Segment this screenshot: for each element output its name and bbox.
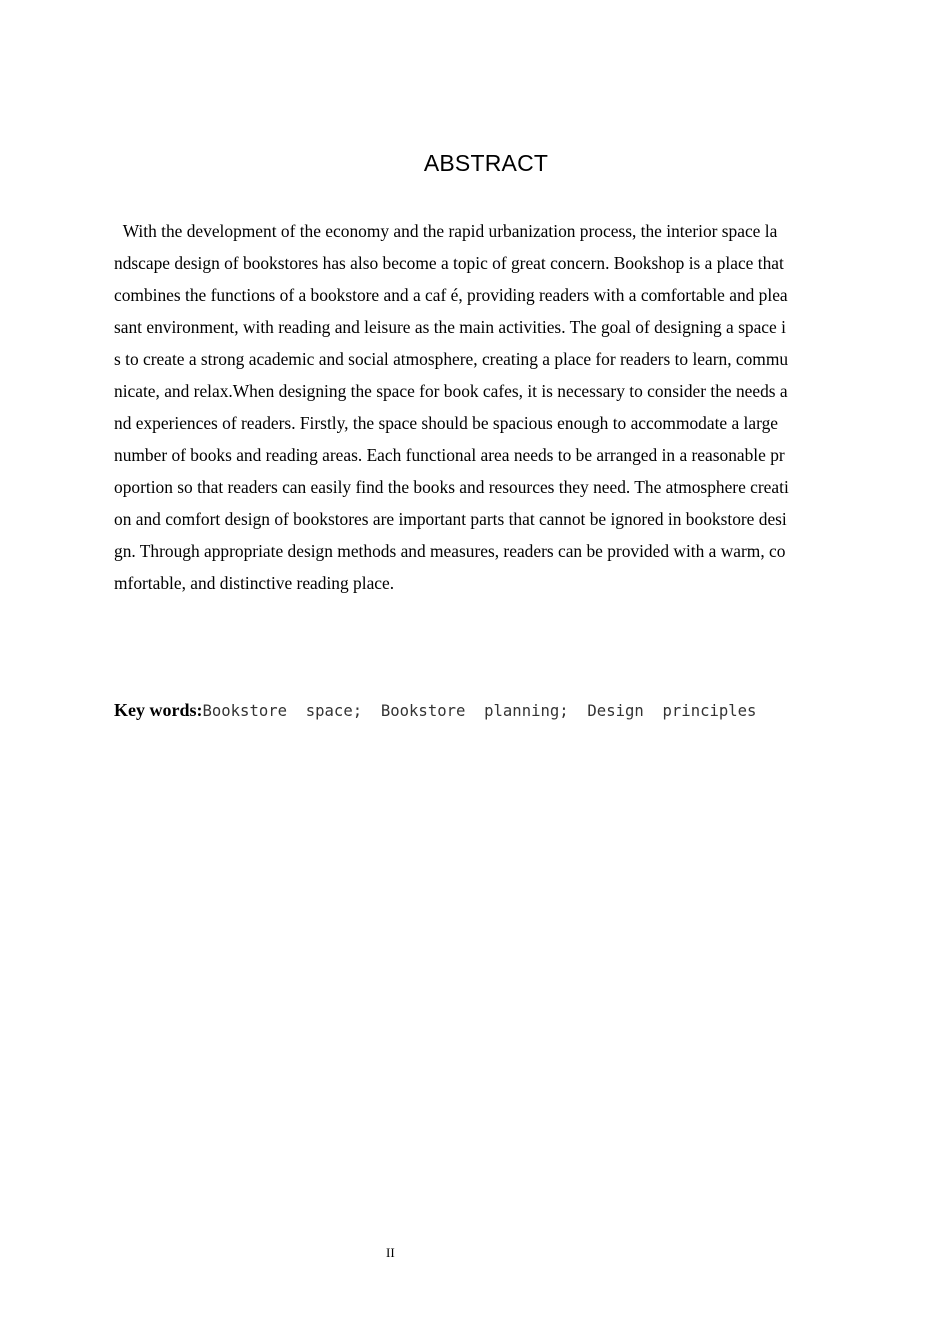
abstract-line-8: number of books and reading areas. Each functional area needs to be arranged in a reasonable pr: [114, 445, 785, 465]
abstract-line-9: oportion so that readers can easily find the books and resources they need. The atmosphere creati: [114, 477, 789, 497]
abstract-body: [114, 218, 874, 602]
abstract-line-5: s to create a strong academic and social atmosphere, creating a place for readers to learn, commu: [114, 349, 789, 369]
keywords-line: [114, 697, 756, 725]
abstract-line-11: gn. Through appropriate design methods and measures, readers can be provided with a warm, co: [114, 541, 786, 561]
abstract-line-10: on and comfort design of bookstores are important parts that cannot be ignored in bookstore desi: [114, 509, 787, 529]
abstract-line-6: nicate, and relax.When designing the space for book cafes, it is necessary to consider the needs a: [114, 381, 788, 401]
abstract-line-7: nd experiences of readers. Firstly, the space should be spacious enough to accommodate a large: [114, 413, 779, 433]
page-number: II: [386, 1245, 395, 1260]
abstract-line-4: sant environment, with reading and leisure as the main activities. The goal of designing a space i: [114, 317, 786, 337]
keywords-values: Bookstore space; Bookstore planning; Design principles: [202, 702, 757, 720]
keywords-label: Key words:: [114, 700, 203, 720]
abstract-title: ABSTRACT: [423, 150, 549, 176]
abstract-line-3: combines the functions of a bookstore and a caf é, providing readers with a comfortable and plea: [114, 285, 788, 305]
abstract-line-12: mfortable, and distinctive reading place.: [114, 573, 395, 593]
abstract-line-1: With the development of the economy and the rapid urbanization process, the interior space la: [114, 221, 778, 241]
abstract-line-2: ndscape design of bookstores has also become a topic of great concern. Bookshop is a place that: [114, 253, 784, 273]
